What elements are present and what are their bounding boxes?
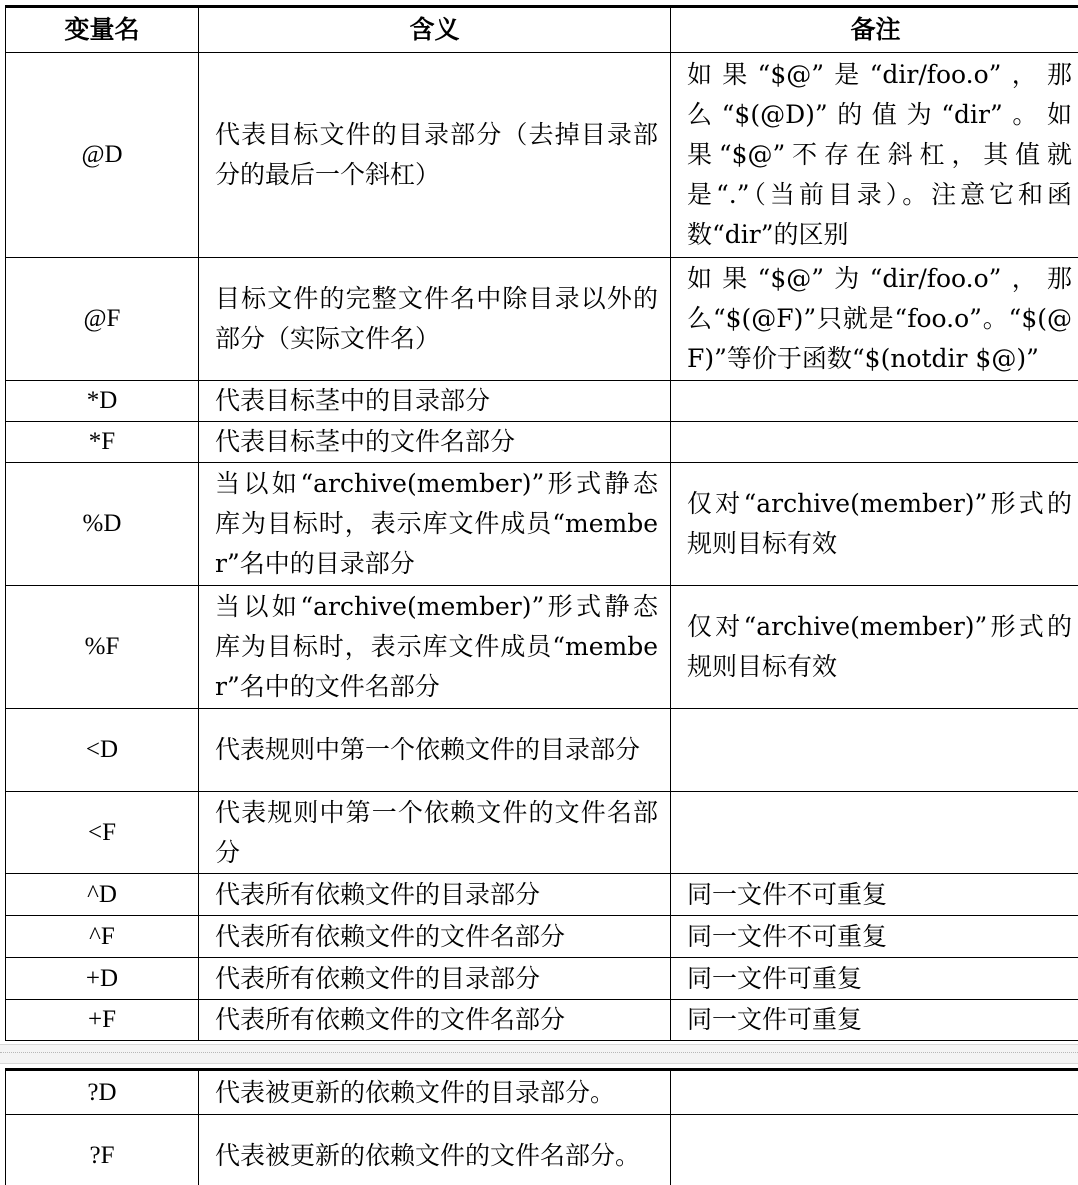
note-cell — [671, 1070, 1078, 1115]
table-row — [6, 258, 1078, 381]
variable-name-cell: ?D — [6, 1070, 199, 1115]
table-row — [6, 1000, 1078, 1041]
auto-variables-table-continued — [5, 1068, 1078, 1185]
table-row — [6, 1070, 1078, 1115]
meaning-cell: 代表被更新的依赖文件的文件名部分。 — [199, 1115, 671, 1185]
meaning-cell: 代表被更新的依赖文件的目录部分。 — [199, 1070, 671, 1115]
variable-name-cell: @D — [6, 53, 199, 258]
note-cell — [671, 422, 1078, 463]
variable-name-cell: @F — [6, 258, 199, 381]
note-cell — [671, 792, 1078, 874]
meaning-cell: 代表所有依赖文件的文件名部分 — [199, 916, 671, 958]
note-cell: 仅对“archive(member)”形式的规则目标有效 — [671, 586, 1078, 709]
header-meaning: 含义 — [199, 7, 671, 53]
variable-name-cell: %F — [6, 586, 199, 709]
auto-variables-table — [5, 5, 1078, 1041]
note-cell — [671, 1115, 1078, 1185]
note-cell: 同一文件不可重复 — [671, 874, 1078, 916]
variable-name-cell: *F — [6, 422, 199, 463]
header-variable-name: 变量名 — [6, 7, 199, 53]
table-row — [6, 53, 1078, 258]
meaning-cell: 当以如“archive(member)”形式静态库为目标时，表示库文件成员“member”名中的文件名部分 — [199, 586, 671, 709]
meaning-cell: 代表目标茎中的目录部分 — [199, 381, 671, 422]
meaning-cell: 代表规则中第一个依赖文件的目录部分 — [199, 709, 671, 792]
note-cell: 如果“$@”为“dir/foo.o”，那么“$(@F)”只就是“foo.o”。“$(@F)”等价于函数“$(notdir $@)” — [671, 258, 1078, 381]
note-cell: 同一文件可重复 — [671, 1000, 1078, 1041]
note-cell — [671, 709, 1078, 792]
table-row — [6, 463, 1078, 586]
note-cell: 仅对“archive(member)”形式的规则目标有效 — [671, 463, 1078, 586]
table-header-row — [6, 7, 1078, 53]
meaning-cell: 代表目标茎中的文件名部分 — [199, 422, 671, 463]
meaning-cell: 代表目标文件的目录部分（去掉目录部分的最后一个斜杠） — [199, 53, 671, 258]
variable-name-cell: *D — [6, 381, 199, 422]
table-row — [6, 874, 1078, 916]
note-cell: 如果“$@”是“dir/foo.o”，那么“$(@D)”的值为“dir”。如果“$@”不存在斜杠，其值就是“.”（当前目录）。注意它和函数“dir”的区别 — [671, 53, 1078, 258]
meaning-cell: 代表所有依赖文件的文件名部分 — [199, 1000, 671, 1041]
table-row — [6, 916, 1078, 958]
header-note: 备注 — [671, 7, 1078, 53]
table-row — [6, 586, 1078, 709]
variable-name-cell: <D — [6, 709, 199, 792]
variable-name-cell: +D — [6, 958, 199, 1000]
note-cell — [671, 381, 1078, 422]
table-row — [6, 792, 1078, 874]
table-row — [6, 422, 1078, 463]
variable-name-cell: ?F — [6, 1115, 199, 1185]
table-row — [6, 1115, 1078, 1185]
note-cell: 同一文件不可重复 — [671, 916, 1078, 958]
meaning-cell: 代表所有依赖文件的目录部分 — [199, 958, 671, 1000]
table-row — [6, 958, 1078, 1000]
page-break-gap — [0, 1044, 1078, 1064]
page-break-divider — [0, 1052, 1078, 1053]
variable-name-cell: <F — [6, 792, 199, 874]
variable-name-cell: ^F — [6, 916, 199, 958]
meaning-cell: 代表规则中第一个依赖文件的文件名部分 — [199, 792, 671, 874]
variable-name-cell: ^D — [6, 874, 199, 916]
variable-name-cell: +F — [6, 1000, 199, 1041]
table-row — [6, 381, 1078, 422]
meaning-cell: 代表所有依赖文件的目录部分 — [199, 874, 671, 916]
table-row — [6, 709, 1078, 792]
meaning-cell: 当以如“archive(member)”形式静态库为目标时，表示库文件成员“member”名中的目录部分 — [199, 463, 671, 586]
note-cell: 同一文件可重复 — [671, 958, 1078, 1000]
variable-name-cell: %D — [6, 463, 199, 586]
meaning-cell: 目标文件的完整文件名中除目录以外的部分（实际文件名） — [199, 258, 671, 381]
